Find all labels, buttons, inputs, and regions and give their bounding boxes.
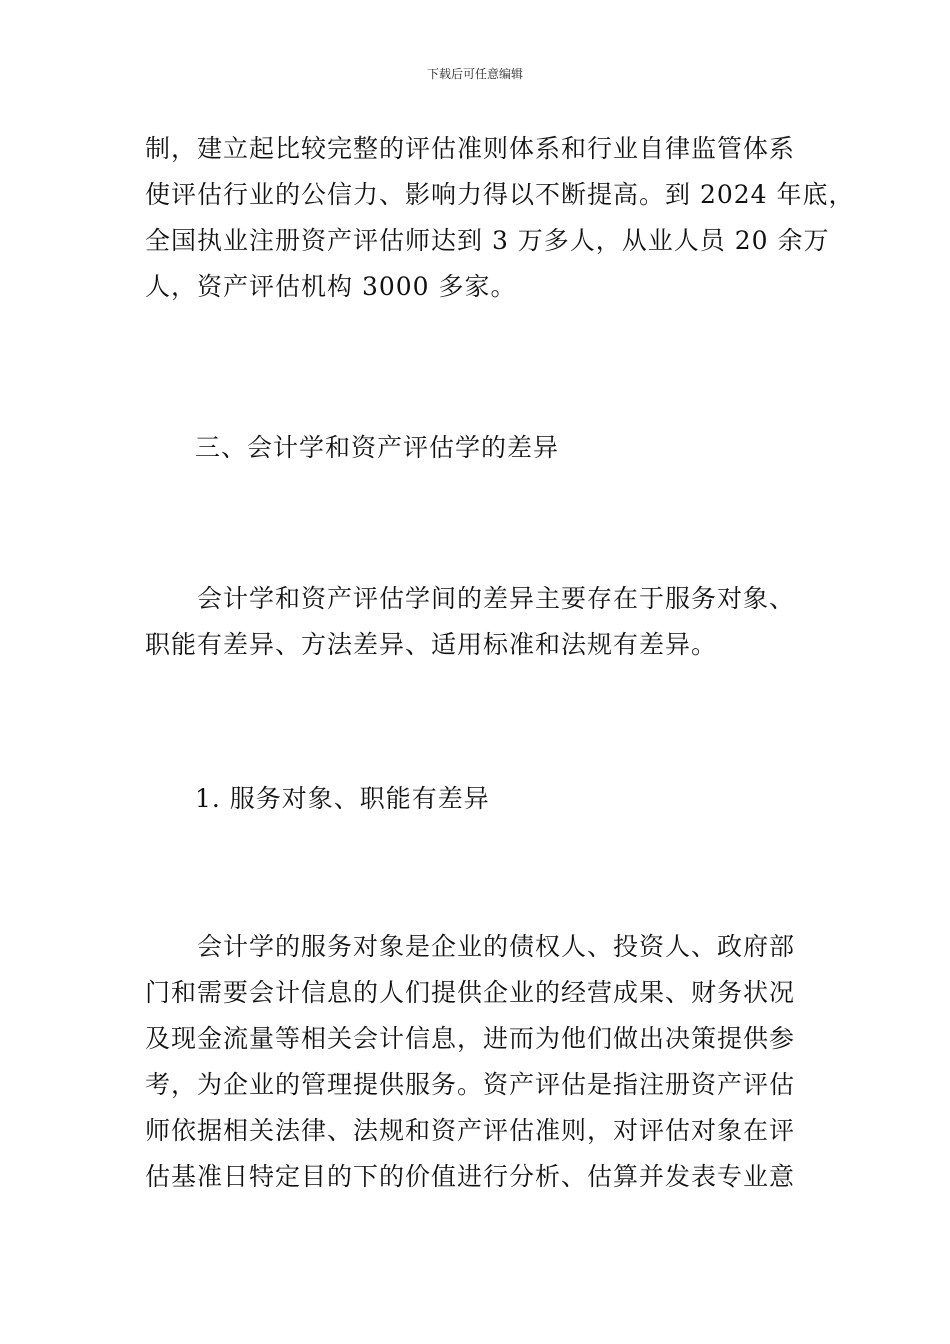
paragraph-2-line-1: 会计学和资产评估学间的差异主要存在于服务对象、: [197, 584, 796, 613]
paragraph-1: [145, 126, 855, 310]
paragraph-2: [145, 576, 815, 668]
paragraph-3-line-5: 师依据相关法律、法规和资产评估准则，对评估对象在评: [145, 1116, 796, 1145]
page-header: 下载后可任意编辑: [426, 67, 523, 81]
paragraph-3-line-3: 及现金流量等相关会计信息，进而为他们做出决策提供参: [145, 1024, 796, 1053]
paragraph-1-line-3: 全国执业注册资产评估师达到 3 万多人，从业人员 20 余万: [145, 226, 830, 255]
paragraph-3-line-6: 估基准日特定目的下的价值进行分析、估算并发表专业意: [145, 1162, 796, 1191]
paragraph-1-line-2: 使评估行业的公信力、影响力得以不断提高。到 2024 年底，: [145, 180, 855, 209]
paragraph-3: [145, 924, 815, 1200]
paragraph-1-line-1: 制，建立起比较完整的评估准则体系和行业自律监管体系: [145, 134, 796, 163]
section-heading-3: 三、会计学和资产评估学的差异: [195, 433, 560, 462]
subsection-heading-1: 1. 服务对象、职能有差异: [195, 784, 490, 813]
paragraph-2-line-2: 职能有差异、方法差异、适用标准和法规有差异。: [145, 630, 718, 659]
paragraph-1-line-4: 人，资产评估机构 3000 多家。: [145, 272, 517, 301]
paragraph-3-line-2: 门和需要会计信息的人们提供企业的经营成果、财务状况: [145, 978, 796, 1007]
paragraph-3-line-1: 会计学的服务对象是企业的债权人、投资人、政府部: [197, 932, 796, 961]
paragraph-3-line-4: 考，为企业的管理提供服务。资产评估是指注册资产评估: [145, 1070, 796, 1099]
